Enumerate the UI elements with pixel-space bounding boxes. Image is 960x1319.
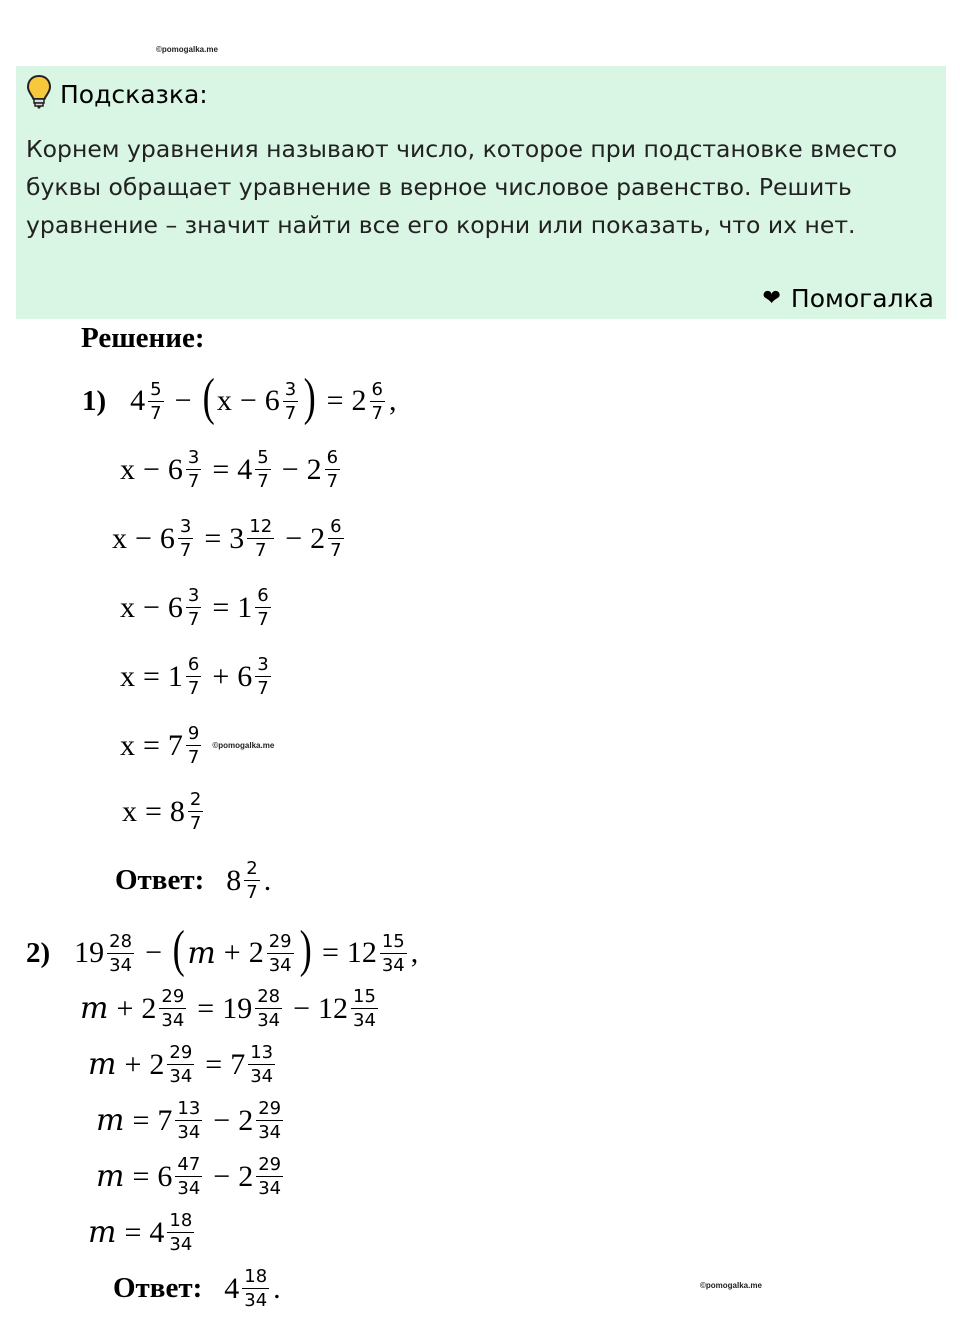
p1-step-5: x = 7 $\frac{9}{7}$ ©pomogalka.me <box>120 723 275 768</box>
p1-step-6: x = 8 $\frac{2}{7}$ <box>122 789 202 834</box>
p2-step-3: m = 7 $\frac{13}{34}$ − 2 $\frac{29}{34}$ <box>96 1098 282 1143</box>
p2-equation: 2) 19 $\frac{28}{34}$ − ( m + 2 $\frac{29}{34}$ ) = 12 $\frac{15}{34}$ , <box>26 921 419 978</box>
solution-title: Решение: <box>81 322 205 354</box>
p2-step-4: m = 6 $\frac{47}{34}$ − 2 $\frac{29}{34}$ <box>96 1154 282 1199</box>
p1-equation: 1) 4 $\frac{5}{7}$ − ( x − 6 $\frac{3}{7}$ ) = 2 $\frac{6}{7}$ , <box>82 369 397 426</box>
p1-step-1: x − 6 $\frac{3}{7}$ = 4 $\frac{5}{7}$ − 2 $\frac{6}{7}$ <box>120 447 339 492</box>
heart-icon: ❤ <box>762 286 781 311</box>
hint-header <box>26 74 208 114</box>
lightbulb-icon <box>26 74 52 114</box>
p2-step-2: m + 2 $\frac{29}{34}$ = 7 $\frac{13}{34}$ <box>88 1042 274 1087</box>
watermark-middle: ©pomogalka.me <box>212 741 275 750</box>
answer-label: Ответ: <box>115 864 205 896</box>
p1-step-4: x = 1 $\frac{6}{7}$ + 6 $\frac{3}{7}$ <box>120 654 269 699</box>
p1-step-3: x − 6 $\frac{3}{7}$ = 1 $\frac{6}{7}$ <box>120 585 269 630</box>
hint-text: Корнем уравнения называют число, которое при подстановке вместо буквы обращает уравнение в верное числовое равенство. Решить уравнение – значит найти все его корни или показать, что их нет. <box>26 135 898 239</box>
variable: x <box>216 384 232 417</box>
watermark-bottom: ©pomogalka.me <box>700 1281 762 1290</box>
brand-name: Помогалка <box>790 284 934 313</box>
hint-title: Подсказка: <box>60 79 208 109</box>
p1-answer: Ответ: 8 $\frac{2}{7}$ . <box>115 858 272 903</box>
answer-label: Ответ: <box>113 1272 203 1304</box>
variable: m <box>187 935 216 971</box>
problem-number: 2) <box>26 936 51 969</box>
hint-box <box>16 66 946 319</box>
p1-step-2: x − 6 $\frac{3}{7}$ = 3 $\frac{12}{7}$ − 2 $\frac{6}{7}$ <box>112 516 342 561</box>
brand <box>762 284 934 313</box>
problem-number: 1) <box>82 384 107 417</box>
p2-step-5: m = 4 $\frac{18}{34}$ <box>88 1210 193 1255</box>
watermark-top: ©pomogalka.me <box>156 45 218 54</box>
p2-answer: Ответ: 4 $\frac{18}{34}$ . <box>113 1266 281 1311</box>
p2-step-1: m + 2 $\frac{29}{34}$ = 19 $\frac{28}{34}$ − 12 $\frac{15}{34}$ <box>80 986 376 1031</box>
